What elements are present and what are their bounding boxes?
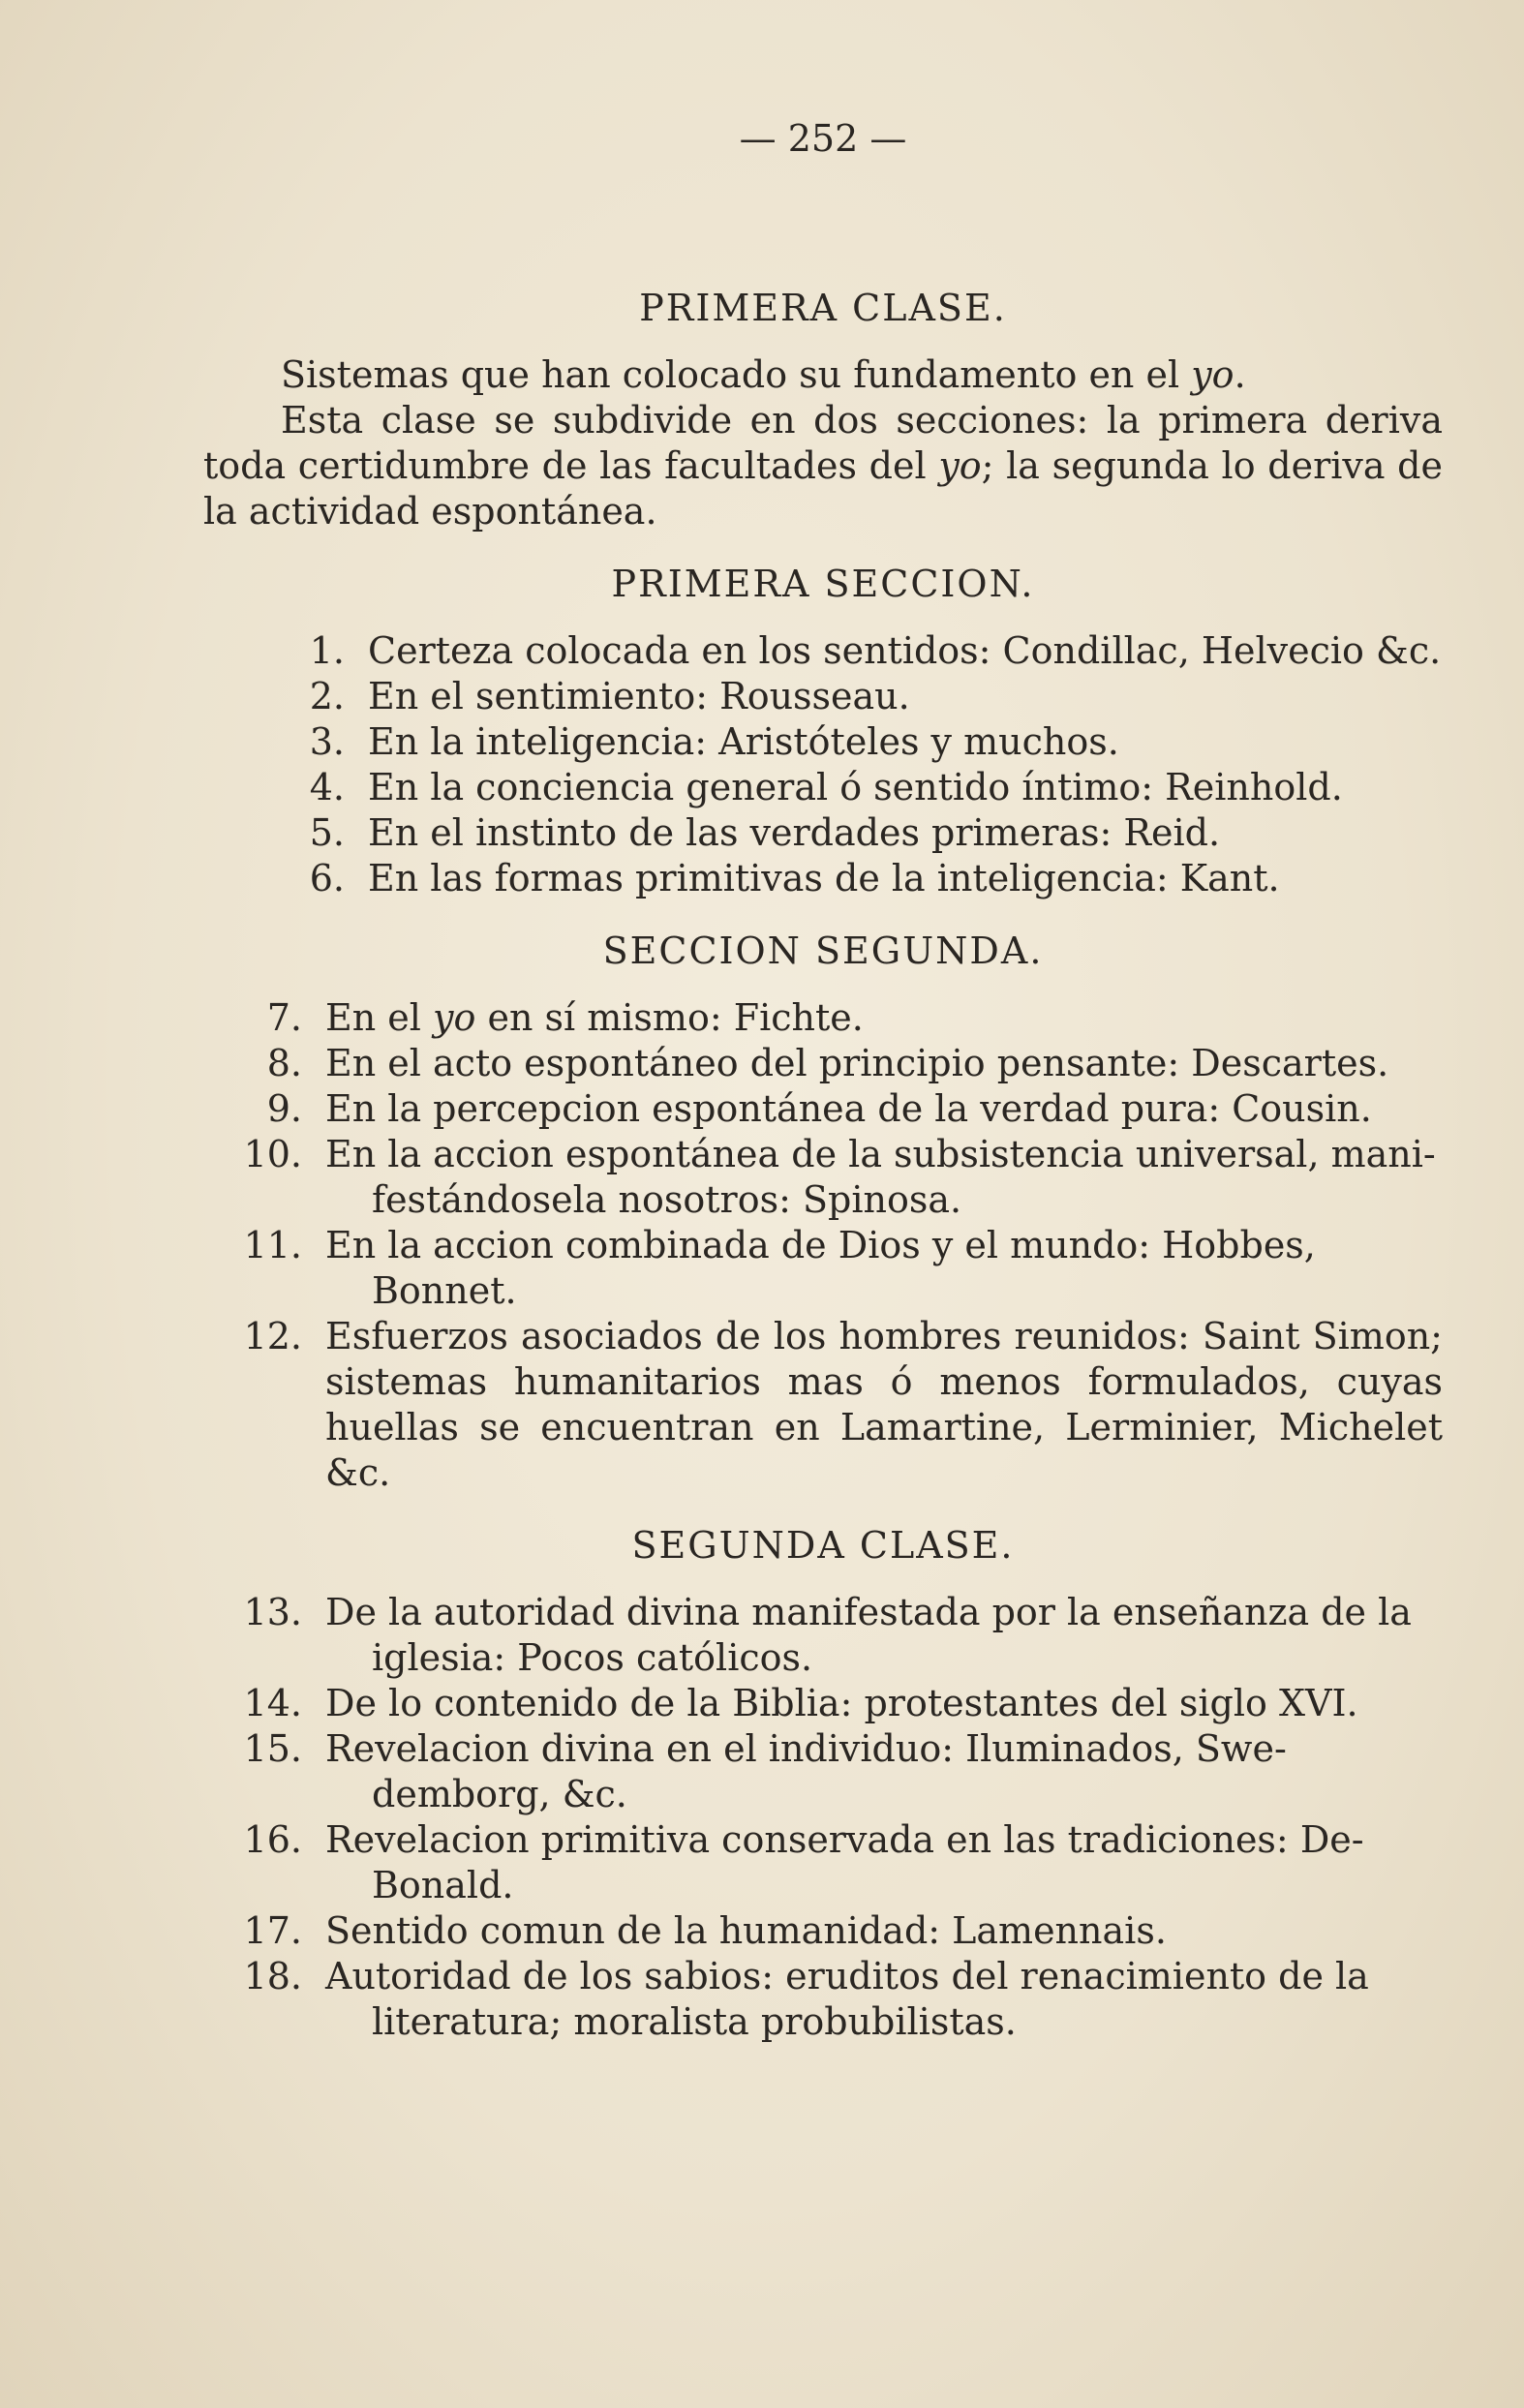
list-item [203,1681,1443,1726]
seccion-1-list [203,628,1443,901]
list-item [203,1726,1443,1817]
item-line: Bonnet. [372,1269,517,1312]
item-number: 11. [243,1224,302,1266]
item-line: festándosela nosotros: Spinosa. [372,1178,962,1221]
item-number: 16. [243,1818,302,1861]
list-item [203,765,1443,810]
list-item [203,1041,1443,1086]
item-line: Revelacion divina en el individuo: Iluminados, Swe- [325,1727,1287,1770]
item-number: 1. [309,629,345,672]
item-number: 12. [243,1315,302,1357]
item-number: 13. [243,1591,302,1633]
item-line: demborg, &c. [372,1773,627,1815]
item-line: Autoridad de los sabios: eruditos del renacimiento de la [325,1955,1369,1997]
item-text [325,995,1443,1041]
item-text [325,1132,1443,1223]
item-line: En la percepcion espontánea de la verdad pura: Cousin. [325,1087,1372,1130]
item-line: Revelacion primitiva conservada en las tradiciones: De- [325,1818,1364,1861]
heading-seccion-segunda: SECCION SEGUNDA. [602,930,1044,972]
list-item [203,810,1443,856]
item-line: En el acto espontáneo del principio pensante: Descartes. [325,1042,1389,1084]
list-item [203,1954,1443,2045]
list-item [203,995,1443,1041]
item-text: En las formas primitivas de la inteligencia: Kant. [368,857,1280,899]
intro-paragraph [203,398,1443,534]
item-yo: yo [433,996,476,1039]
item-text: Certeza colocada en los sentidos: Condillac, Helvecio &c. [368,629,1442,672]
item-text-part: en sí mismo: Fichte. [475,996,864,1039]
item-text [325,1908,1443,1954]
item-text [325,1590,1443,1681]
item-text: En la inteligencia: Aristóteles y muchos. [368,720,1119,763]
list-item [203,856,1443,901]
list-item [203,1314,1443,1496]
list-item [203,1590,1443,1681]
item-number: 8. [266,1042,302,1084]
item-number: 17. [243,1909,302,1952]
item-text [325,1314,1443,1496]
list-item [203,1132,1443,1223]
item-number: 15. [243,1727,302,1770]
page-text [203,116,1443,2045]
item-text [325,1954,1443,2045]
intro-text: Esta clase se subdivide en dos secciones: la primera deriva toda certidumbre de las facultades del [203,399,1443,487]
item-text [325,1223,1443,1314]
list-item [203,1908,1443,1954]
heading-primera-clase: PRIMERA CLASE. [639,287,1007,329]
list-item [203,628,1443,674]
item-number: 18. [243,1955,302,1997]
item-number: 7. [266,996,302,1039]
item-number: 14. [243,1682,302,1724]
item-line: En la accion espontánea de la subsistencia universal, mani- [325,1133,1436,1175]
list-item [203,1086,1443,1132]
list-item [203,674,1443,719]
item-number: 6. [309,857,345,899]
list-item [203,1817,1443,1908]
intro-yo: yo [1191,353,1234,396]
item-number: 2. [309,675,345,717]
list-item [203,719,1443,765]
intro-text: Sistemas que han colocado su fundamento en el [281,353,1192,396]
item-line: De lo contenido de la Biblia: protestantes del siglo XVI. [325,1682,1358,1724]
item-text: En el instinto de las verdades primeras: Reid. [368,811,1221,854]
page-number: — 252 — [739,117,907,160]
item-line: literatura; moralista probubilistas. [372,2000,1017,2043]
item-number: 5. [309,811,345,854]
item-line: Sentido comun de la humanidad: Lamennais. [325,1909,1167,1952]
item-line: iglesia: Pocos católicos. [372,1636,813,1679]
item-text [325,1086,1443,1132]
item-text [325,1817,1443,1908]
heading-segunda-clase: SEGUNDA CLASE. [631,1524,1015,1567]
item-number: 4. [309,766,345,808]
segunda-clase-list [203,1590,1443,2045]
item-line: Bonald. [372,1864,514,1906]
intro-text: . [1234,353,1246,396]
item-line: De la autoridad divina manifestada por la enseñanza de la [325,1591,1412,1633]
list-item [203,1223,1443,1314]
item-line: En la accion combinada de Dios y el mundo: Hobbes, [325,1224,1316,1266]
item-number: 10. [243,1133,302,1175]
item-text: En el sentimiento: Rousseau. [368,675,910,717]
item-text [325,1041,1443,1086]
item-text [325,1726,1443,1817]
intro-yo: yo [938,444,982,487]
intro-line-1 [203,352,1443,398]
item-text-part: En el [325,996,434,1039]
item-number: 3. [309,720,345,763]
item-line: Esfuerzos asociados de los hombres reunidos: Saint Simon; sistemas humanitarios mas ó menos formulados, cuyas huellas se encuentran en Lamartine, Lerminier, Michelet &c. [325,1315,1443,1494]
heading-primera-seccion: PRIMERA SECCION. [611,563,1035,605]
item-text: En la conciencia general ó sentido íntimo: Reinhold. [368,766,1343,808]
item-text [325,1681,1443,1726]
seccion-2-list [203,995,1443,1496]
item-number: 9. [266,1087,302,1130]
intro-text: ; la segunda lo deriva de la actividad espontánea. [203,444,1443,533]
